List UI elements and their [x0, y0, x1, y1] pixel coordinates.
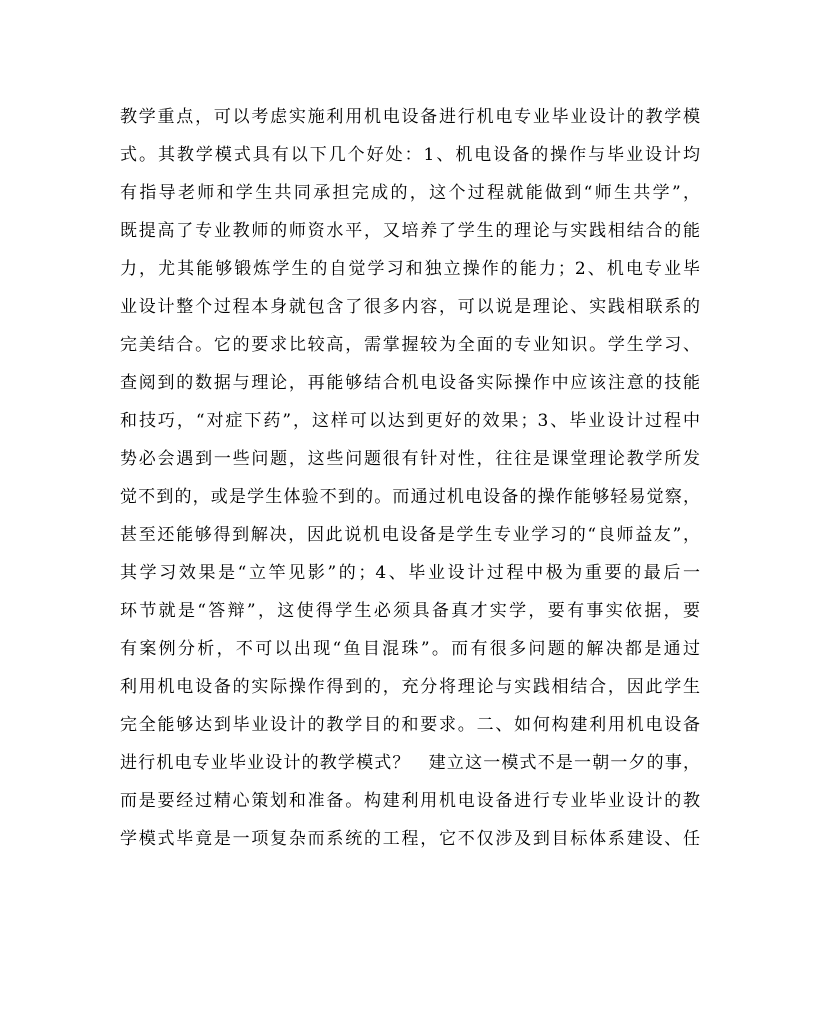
text-line: 而是要经过精心策划和准备。构建利用机电设备进行专业毕业设计的教 [120, 791, 700, 811]
text-line: 觉不到的，或是学生体验不到的。而通过机电设备的操作能够轻易觉察， [120, 487, 700, 507]
text-line: 业设计整个过程本身就包含了很多内容，可以说是理论、实践相联系的 [120, 297, 700, 317]
text-line: 查阅到的数据与理论，再能够结合机电设备实际操作中应该注意的技能 [120, 373, 700, 393]
text-line: 式。其教学模式具有以下几个好处：1、机电设备的操作与毕业设计均 [120, 145, 700, 165]
text-line: 进行机电专业毕业设计的教学模式？ 建立这一模式不是一朝一夕的事， [120, 753, 700, 773]
text-line: 其学习效果是“立竿见影”的；4、毕业设计过程中极为重要的最后一 [120, 563, 700, 583]
text-line: 完美结合。它的要求比较高，需掌握较为全面的专业知识。学生学习、 [120, 335, 700, 355]
text-line: 有指导老师和学生共同承担完成的，这个过程就能做到“师生共学”， [120, 183, 700, 203]
text-line: 完全能够达到毕业设计的教学目的和要求。二、如何构建利用机电设备 [120, 715, 700, 735]
text-line: 学模式毕竟是一项复杂而系统的工程，它不仅涉及到目标体系建设、任 [120, 829, 700, 849]
text-line: 利用机电设备的实际操作得到的，充分将理论与实践相结合，因此学生 [120, 677, 700, 697]
text-line: 甚至还能够得到解决，因此说机电设备是学生专业学习的“良师益友”， [120, 525, 700, 545]
text-line: 教学重点，可以考虑实施利用机电设备进行机电专业毕业设计的教学模 [120, 107, 700, 127]
text-line: 有案例分析，不可以出现“鱼目混珠”。而有很多问题的解决都是通过 [120, 639, 700, 659]
text-line: 势必会遇到一些问题，这些问题很有针对性，往往是课堂理论教学所发 [120, 449, 700, 469]
text-line: 既提高了专业教师的师资水平，又培养了学生的理论与实践相结合的能 [120, 221, 700, 241]
text-line: 环节就是“答辩”，这使得学生必须具备真才实学，要有事实依据，要 [120, 601, 700, 621]
text-line: 和技巧，“对症下药”，这样可以达到更好的效果；3、毕业设计过程中 [120, 411, 700, 431]
body-text [120, 98, 700, 858]
text-line: 力，尤其能够锻炼学生的自觉学习和独立操作的能力；2、机电专业毕 [120, 259, 700, 279]
